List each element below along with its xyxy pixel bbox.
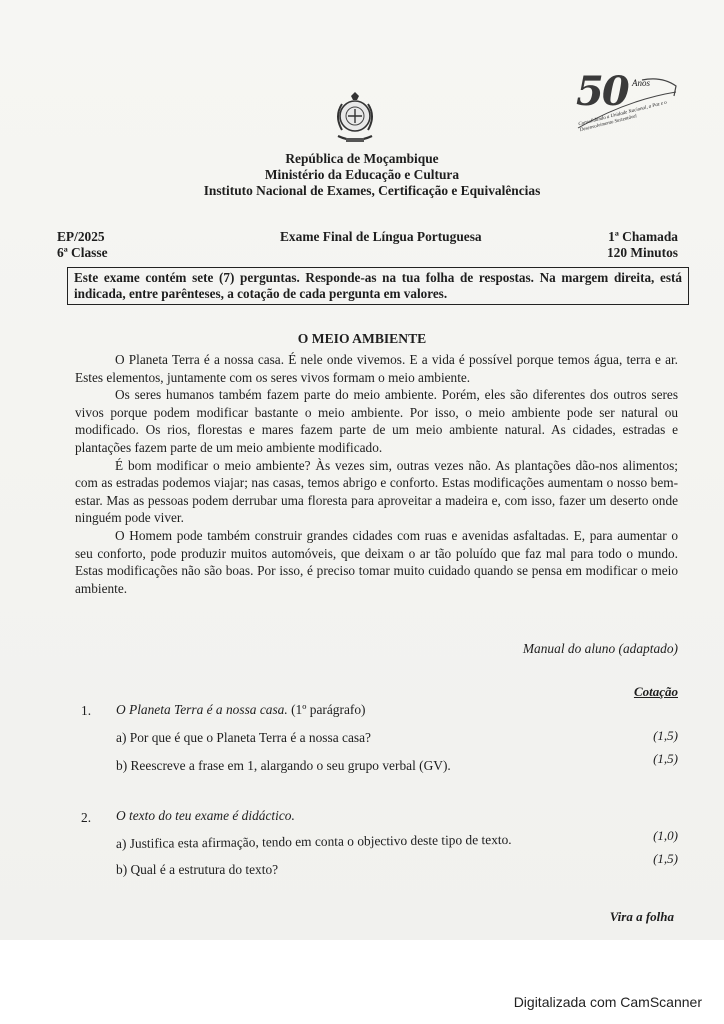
exam-meta-left xyxy=(57,229,108,261)
exam-title: Exame Final de Língua Portuguesa xyxy=(280,229,482,244)
turn-page-note: Vira a folha xyxy=(609,909,674,924)
text-title: O MEIO AMBIENTE xyxy=(297,331,427,346)
question-prompt-italic: O texto do teu exame é didáctico. xyxy=(116,808,295,823)
question-item: a) Por que é que o Planeta Terra é a nossa casa? xyxy=(116,730,371,745)
anniversary-logo xyxy=(572,70,682,140)
instructions-box: Este exame contém sete (7) perguntas. Responde-as na tua folha de respostas. Na margem direita, está indicada, entre parênteses, a cotação de cada pergunta em valores. xyxy=(67,267,689,305)
text-source: Manual do aluno (adaptado) xyxy=(522,641,678,656)
anniversary-tagline: Consolidando a Unidade Nacional, a Paz e o Desenvolvimento Sustentável xyxy=(578,100,668,134)
national-emblem-icon xyxy=(330,92,380,148)
question-item: b) Reescreve a frase em 1, alargando o seu grupo verbal (GV). xyxy=(116,758,451,773)
question-score: (1,5) xyxy=(653,751,678,766)
question-score: (1,0) xyxy=(653,828,678,843)
passage-paragraph: O Planeta Terra é a nossa casa. É nele onde vivemos. E a vida é possível porque temos água, terra e ar. Estes elementos, juntamente com os seres vivos formam o meio ambiente. xyxy=(75,352,678,385)
passage-paragraph: Os seres humanos também fazem parte do meio ambiente. Porém, eles são diferentes dos outros seres vivos porque podem modificar bastante o meio ambiente. Por isso, o meio ambiente pode ser natural ou modificado. Os rios, florestas e mares fazem parte de um meio ambiente natural. As cidades, estradas e plantações fazem parte de um meio ambiente modificado. xyxy=(75,387,678,455)
exam-call: 1ª Chamada xyxy=(608,229,678,244)
question-item: a) Justifica esta afirmação, tendo em conta o objectivo deste tipo de texto. xyxy=(115,831,512,851)
anniversary-number: 50 xyxy=(576,68,628,115)
question-prompt xyxy=(116,702,366,718)
institution-header xyxy=(0,151,724,199)
question-item: b) Qual é a estrutura do texto? xyxy=(116,862,279,877)
header-ministry: Ministério da Educação e Cultura xyxy=(264,167,460,182)
scanner-watermark: Digitalizada com CamScanner xyxy=(513,994,702,1010)
cotacao-header: Cotação xyxy=(633,684,678,699)
question-prompt xyxy=(116,808,295,824)
question-prompt-italic: O Planeta Terra é a nossa casa. xyxy=(116,702,288,717)
header-institute: Instituto Nacional de Exames, Certificação e Equivalências xyxy=(203,183,541,198)
exam-grade: 6ª Classe xyxy=(57,245,108,260)
passage-paragraph: O Homem pode também construir grandes cidades com ruas e avenidas asfaltadas. E, para aumentar o seu conforto, pode produzir muitos automóveis, que deixam o ar tão poluído que faz mal para todo o mundo. Estas modificações não são boas. Por isso, é preciso tomar muito cuidado quando se pensa em modificar o meio ambiente. xyxy=(75,527,678,596)
question-number: 1. xyxy=(81,703,92,718)
passage-paragraph: É bom modificar o meio ambiente? Às vezes sim, outras vezes não. As plantações dão-nos alimentos; com as estradas podemos viajar; nas casas, temos abrigo e conforto. Estas modificações aumentam o nosso bem-estar. Mas as pessoas podem derrubar uma floresta para aproveitar a madeira e, com isso, fazer um deserto onde ninguém pode viver. xyxy=(75,457,678,526)
exam-duration: 120 Minutos xyxy=(606,245,678,260)
question-number: 2. xyxy=(81,810,92,825)
question-score: (1,5) xyxy=(653,851,678,866)
exam-meta-right xyxy=(607,229,678,261)
header-country: República de Moçambique xyxy=(285,151,439,166)
reading-passage xyxy=(75,351,678,597)
question-prompt-note: (1º parágrafo) xyxy=(291,702,366,717)
question-score: (1,5) xyxy=(653,728,678,743)
exam-code: EP/2025 xyxy=(57,229,105,244)
anniversary-word: Anos xyxy=(632,78,650,88)
